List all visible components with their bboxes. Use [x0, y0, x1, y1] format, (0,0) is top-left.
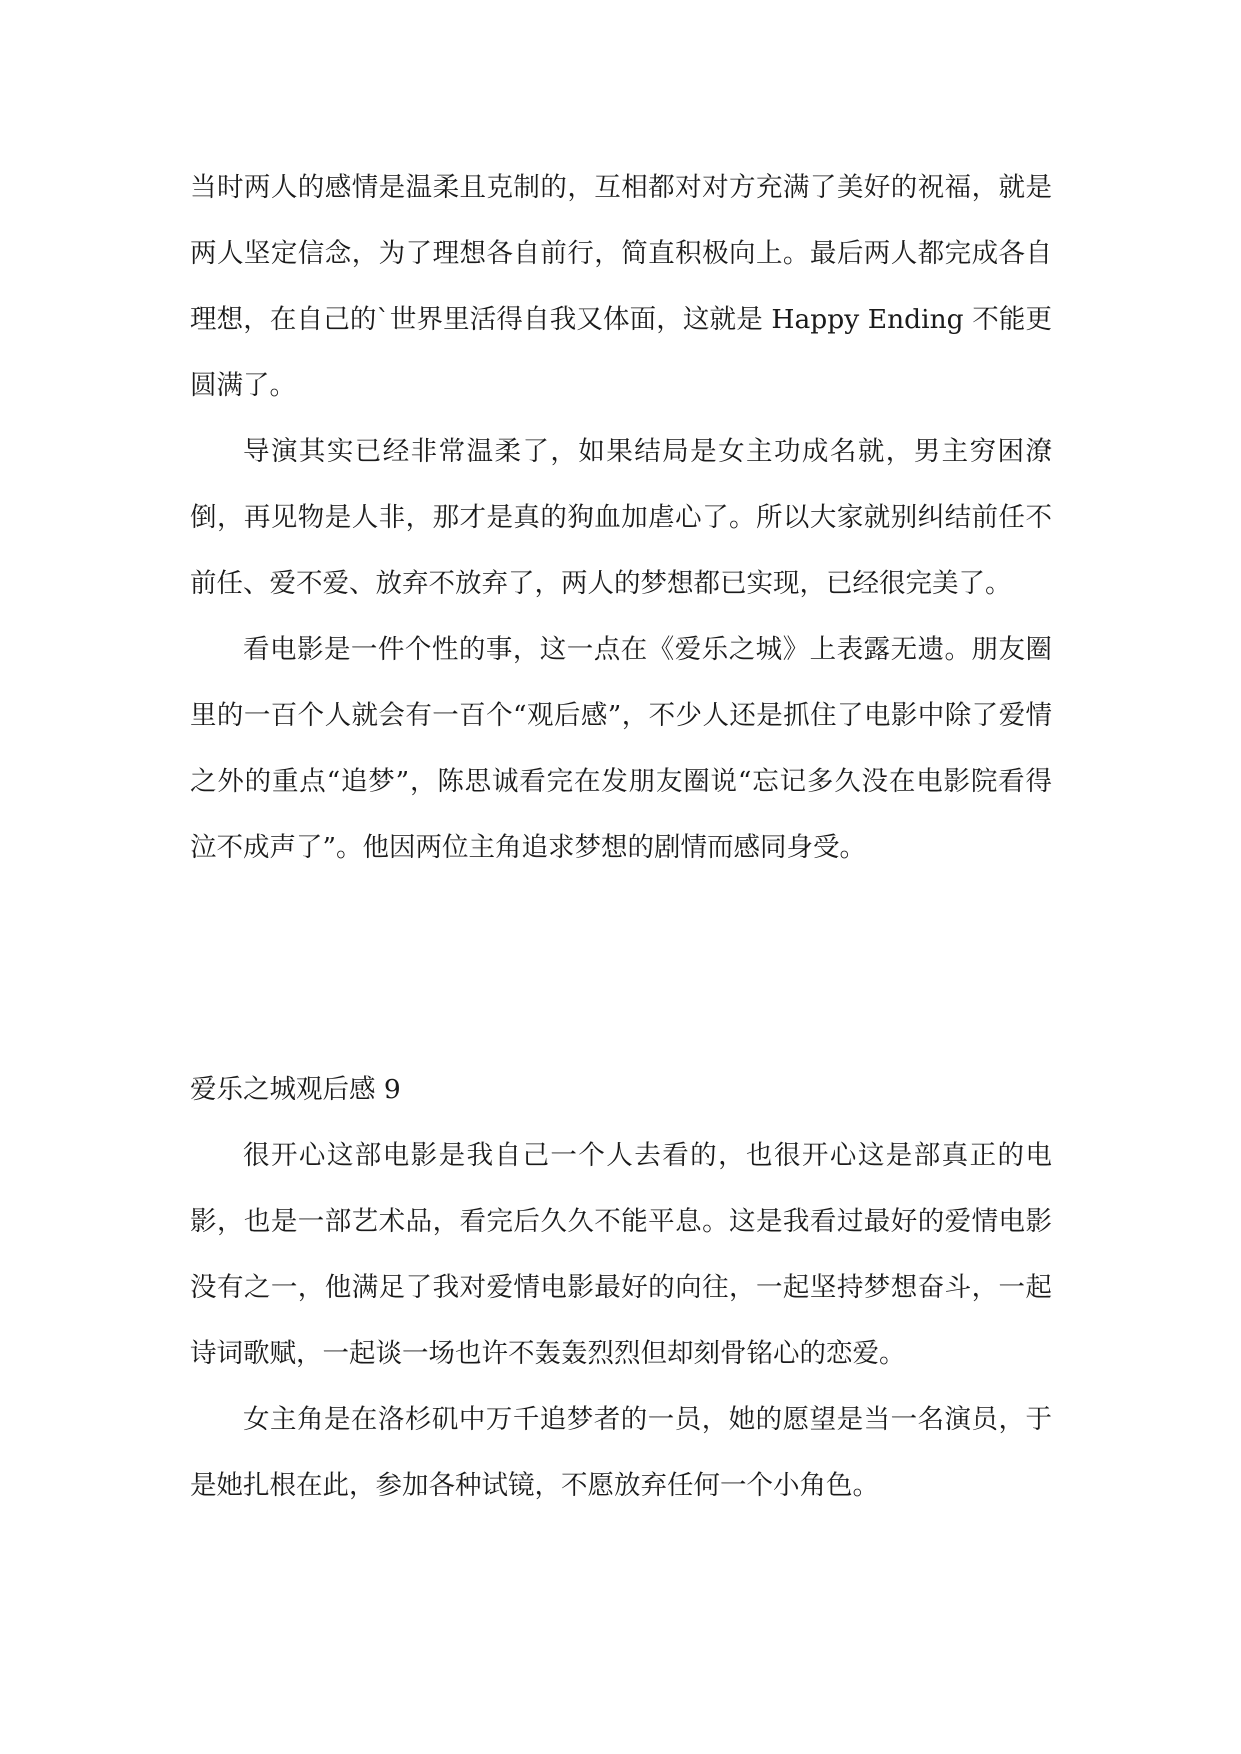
paragraph: 很开心这部电影是我自己一个人去看的，也很开心这是部真正的电影，也是一部艺术品，看完后久久不能平息。这是我看过最好的爱情电影没有之一，他满足了我对爱情电影最好的向往，一起坚持梦想奋斗，一起诗词歌赋，一起谈一场也许不轰轰烈烈但却刻骨铭心的恋爱。	[190, 1140, 1052, 1369]
text-block-section	[190, 1057, 1052, 1519]
text-block-top	[190, 155, 1052, 881]
paragraph: 看电影是一件个性的事，这一点在《爱乐之城》上表露无遗。朋友圈里的一百个人就会有一百个“观后感”，不少人还是抓住了电影中除了爱情之外的重点“追梦”，陈思诚看完在发朋友圈说“忘记多久没在电影院看得泣不成声了”。他因两位主角追求梦想的剧情而感同身受。	[190, 634, 1052, 863]
section-title: 爱乐之城观后感 9	[190, 1074, 401, 1105]
paragraph: 女主角是在洛杉矶中万千追梦者的一员，她的愿望是当一名演员，于是她扎根在此，参加各种试镜，不愿放弃任何一个小角色。	[190, 1404, 1052, 1501]
paragraph: 导演其实已经非常温柔了，如果结局是女主功成名就，男主穷困潦倒，再见物是人非，那才是真的狗血加虐心了。所以大家就别纠结前任不前任、爱不爱、放弃不放弃了，两人的梦想都已实现，已经很完美了。	[190, 436, 1052, 599]
paragraph: 当时两人的感情是温柔且克制的，互相都对对方充满了美好的祝福，就是两人坚定信念，为了理想各自前行，简直积极向上。最后两人都完成各自理想，在自己的`世界里活得自我又体面，这就是 Happy Ending 不能更圆满了。	[190, 172, 1052, 401]
